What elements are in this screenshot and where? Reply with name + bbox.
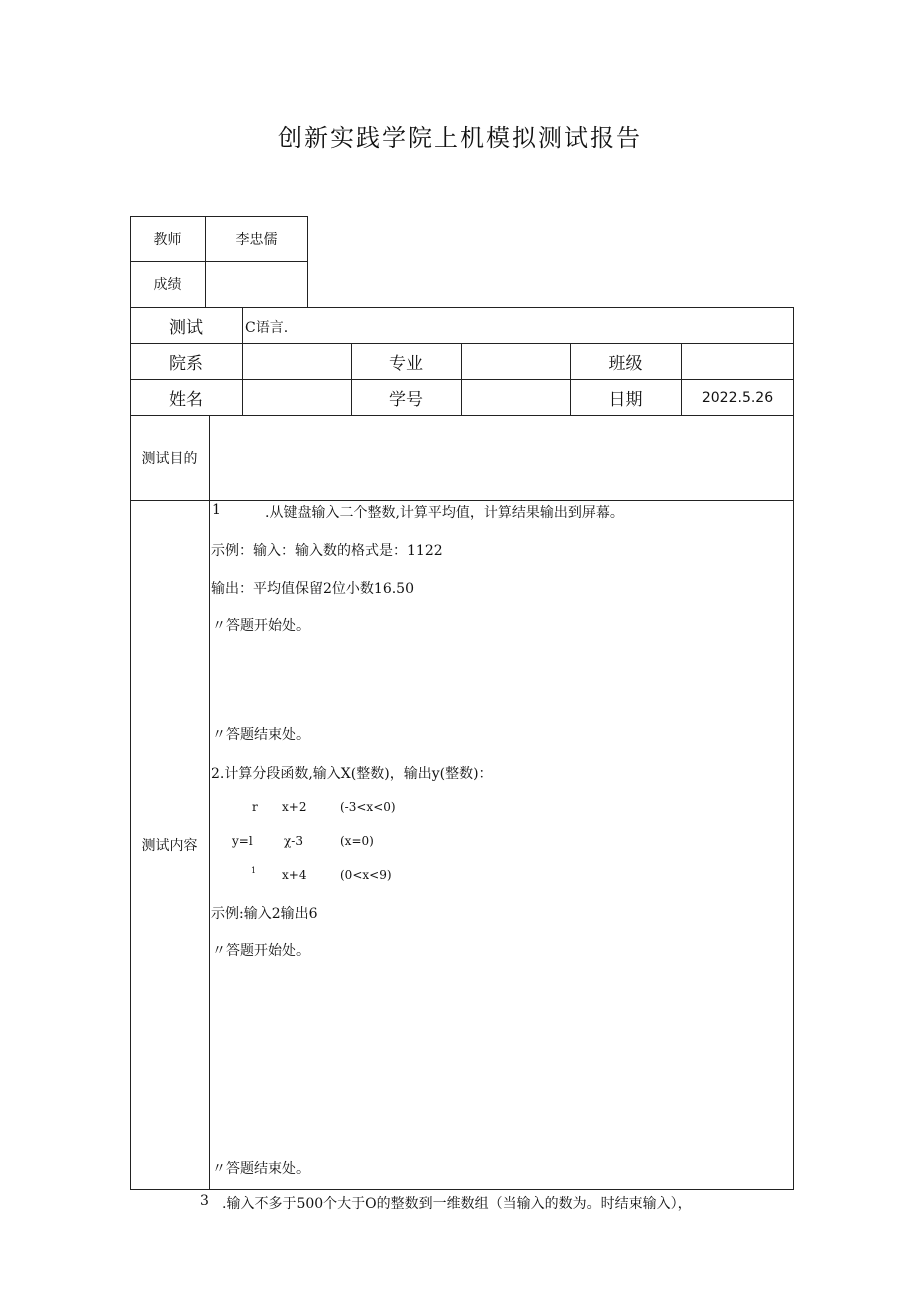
test-value: C语言. xyxy=(245,320,289,336)
name-label: 姓名 xyxy=(169,390,203,410)
q1-example-input: 示例：输入：输入数的格式是：1122 xyxy=(211,543,443,559)
page-title: 创新实践学院上机模拟测试报告 xyxy=(278,124,642,152)
fn-row1-expr: x+2 xyxy=(282,800,307,814)
fn-row3-brace: 1 xyxy=(251,866,257,875)
dept-label: 院系 xyxy=(169,353,203,374)
name-value xyxy=(242,379,351,416)
purpose-value xyxy=(209,415,794,500)
q1-text: .从键盘输入二个整数,计算平均值，计算结果输出到屏幕。 xyxy=(265,505,624,521)
fn-row1-cond: (-3<x<0) xyxy=(340,800,396,814)
teacher-value: 李忠儒 xyxy=(235,231,278,248)
teacher-label: 教师 xyxy=(153,231,182,248)
major-value xyxy=(461,343,570,379)
fn-row2-expr: χ-3 xyxy=(284,834,303,848)
q3-number: 3 xyxy=(200,1193,209,1209)
q2-example: 示例:输入2输出6 xyxy=(211,906,318,922)
major-label: 专业 xyxy=(389,353,423,374)
class-label: 班级 xyxy=(608,353,643,374)
fn-row2-cond: (x=0) xyxy=(340,834,374,848)
date-label: 日期 xyxy=(608,390,643,410)
purpose-label: 测试目的 xyxy=(141,450,198,467)
answer-end-2: 〃答题结束处。 xyxy=(212,1161,310,1177)
content-table xyxy=(130,415,794,1190)
q3-text: .输入不多于500个大于O的整数到一维数组（当输入的数为。时结束输入）， xyxy=(222,1196,692,1212)
student-id-value xyxy=(461,379,570,416)
q1-number: 1 xyxy=(212,502,221,518)
class-value xyxy=(681,343,794,379)
fn-row3-expr: x+4 xyxy=(282,868,307,882)
student-id-label: 学号 xyxy=(389,390,423,410)
fn-row2-lhs: y=l xyxy=(232,834,253,848)
content-label: 测试内容 xyxy=(141,838,198,854)
dept-value xyxy=(242,343,351,379)
answer-start-1: 〃答题开始处。 xyxy=(212,618,310,634)
score-label: 成绩 xyxy=(153,277,182,293)
date-value: 2022.5.26 xyxy=(701,389,774,406)
fn-row1-brace: r xyxy=(252,800,258,814)
q1-example-output: 输出：平均值保留2位小数16.50 xyxy=(211,581,414,597)
test-label: 测试 xyxy=(169,317,203,338)
answer-end-1: 〃答题结束处。 xyxy=(212,727,310,743)
q2-text: 2.计算分段函数,输入X(整数)，输出y(整数)： xyxy=(211,766,493,782)
answer-start-2: 〃答题开始处。 xyxy=(212,943,310,959)
score-value xyxy=(205,261,308,307)
fn-row3-cond: (0<x<9) xyxy=(340,868,392,882)
